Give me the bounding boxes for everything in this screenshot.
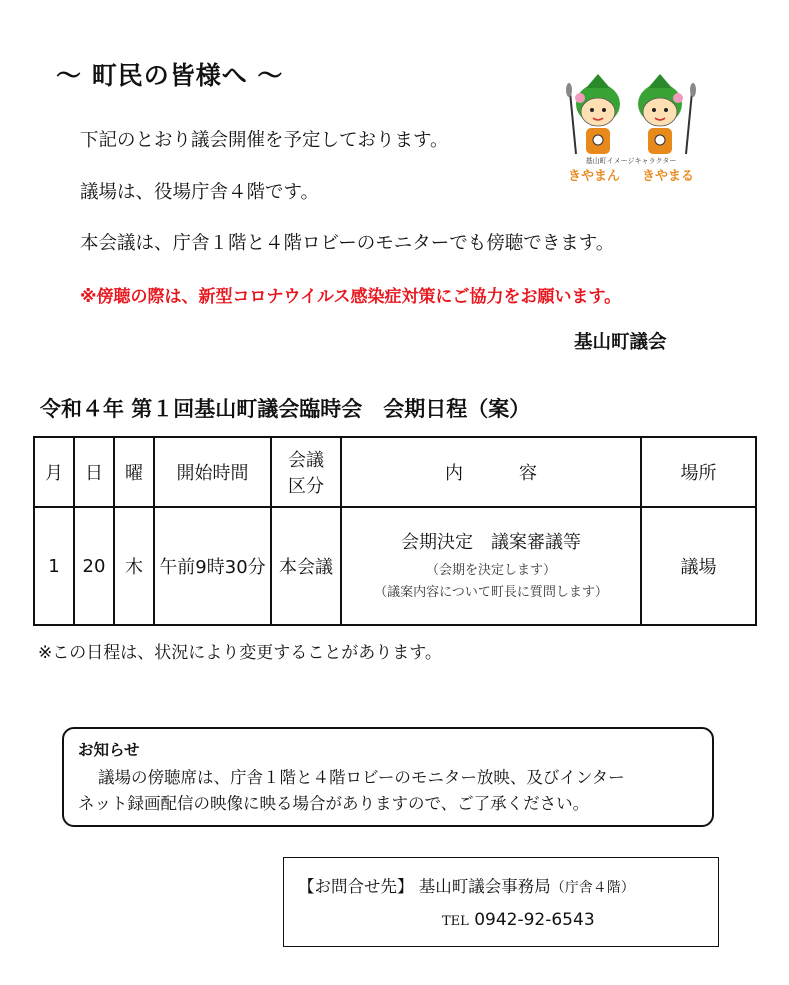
contact-line: [298, 873, 635, 897]
schedule-title: 令和４年 第１回基山町議会臨時会 会期日程（案）: [40, 397, 531, 421]
tel-number: 0942-92-6543: [474, 910, 595, 930]
content-main: 会期決定 議案審議等: [401, 531, 581, 553]
header-content: [341, 437, 641, 507]
contact-label: 【お問合せ先】: [298, 877, 414, 896]
intro-line-venue: 議場は、役場庁舎４階です。: [80, 182, 320, 203]
mascot-left: [566, 74, 620, 154]
table-row: [34, 507, 756, 625]
header-start-time: 開始時間: [154, 437, 271, 507]
mascot-name-right: きやまる: [641, 169, 695, 184]
cell-month: 1: [34, 507, 74, 625]
header-day: 日: [74, 437, 114, 507]
header-content-label: 内容: [445, 463, 593, 484]
info-line-1: 議場の傍聴席は、庁舎１階と４階ロビーのモニター放映、及びインター: [98, 768, 625, 787]
cell-place: 議場: [641, 507, 756, 625]
contact-box: [283, 857, 719, 947]
header-month: 月: [34, 437, 74, 507]
signature: 基山町議会: [574, 332, 667, 353]
schedule-footnote: ※この日程は、状況により変更することがあります。: [38, 643, 442, 663]
header-session-type-line2: 区分: [288, 476, 324, 497]
info-title: お知らせ: [78, 741, 140, 759]
covid-notice: ※傍聴の際は、新型コロナウイルス感染症対策にご協力をお願います。: [80, 287, 622, 307]
content-sub-2: （議案内容について町長に質問します）: [374, 585, 608, 600]
page-title: ～ 町民の皆様へ ～: [56, 61, 284, 90]
contact-office: 基山町議会事務局: [418, 877, 551, 896]
content-sub-1: （会期を決定します）: [425, 562, 556, 578]
contact-location: （庁舎４階）: [550, 880, 635, 896]
mascot-caption: 基山町イメージキャラクター: [585, 157, 677, 165]
mascot-right: [638, 74, 696, 154]
header-weekday: 曜: [114, 437, 154, 507]
header-session-type: [271, 437, 341, 507]
cell-content: [341, 507, 641, 625]
intro-line-schedule: 下記のとおり議会開催を予定しております。: [80, 130, 449, 151]
cell-weekday: 木: [114, 507, 154, 625]
mascot-illustration: [556, 62, 706, 186]
intro-line-viewing: 本会議は、庁舎１階と４階ロビーのモニターでも傍聴できます。: [80, 233, 615, 254]
cell-day: 20: [74, 507, 114, 625]
tel-line: [442, 910, 595, 930]
cell-start-time: 午前9時30分: [154, 507, 271, 625]
table-header-row: [34, 437, 756, 507]
schedule-table: [33, 436, 757, 626]
header-place: 場所: [641, 437, 756, 507]
cell-session-type: 本会議: [271, 507, 341, 625]
header-session-type-line1: 会議: [288, 450, 324, 471]
info-line-2: ネット録画配信の映像に映る場合がありますので、ご了承ください。: [78, 794, 590, 813]
tel-mark: TEL: [442, 914, 469, 929]
mascot-name-left: きやまん: [567, 169, 621, 184]
